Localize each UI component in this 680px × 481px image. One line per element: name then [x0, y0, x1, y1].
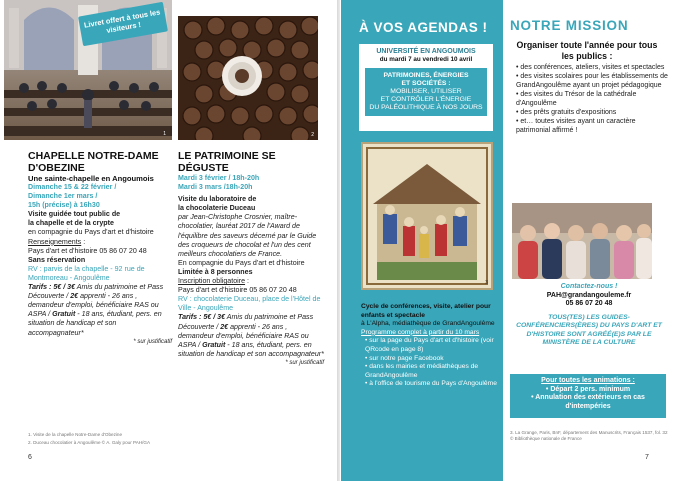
list-item: • des conférences, ateliers, visites et spectacles	[516, 64, 665, 71]
footnote-2: 2. Duceau chocolatier à Angoulême © A. Galy pour PAH/GA	[28, 440, 151, 445]
guides-note: TOUS(TES) LES GUIDES-CONFÉRENCIERS(ÈRES) DU PAYS D'ART ET D'HISTOIRE SONT AGRÉÉ(E)S PAR LE MINISTÈRE DE LA CULTURE	[516, 313, 662, 346]
heritage-insc-label: Inscription obligatoire	[178, 277, 246, 286]
university-theme-2: ET SOCIÉTÉS :	[401, 80, 451, 87]
mission-title: NOTRE MISSION	[510, 18, 629, 33]
heritage-limit: Limitée à 8 personnes	[178, 267, 253, 276]
heritage-tarifs-2e: 2€	[220, 322, 229, 331]
university-box	[359, 44, 493, 131]
heritage-tarifs-text-3: - 18 ans, étudiant, pers. en situation de handicap et son accompagnateur*	[178, 340, 324, 358]
cycle-item-text: dans les mairies et médiathèques de GrandAngoulême	[365, 363, 479, 379]
chapel-info: Renseignements :	[28, 237, 86, 246]
chapel-dates-2: Dimanche 1er mars /	[28, 192, 98, 201]
mission-item-text: des visites du Trésor de la cathédrale d'Angoulême	[516, 91, 637, 107]
chapel-event	[28, 151, 172, 347]
contact-email[interactable]: PAH@grandangouleme.fr	[546, 291, 632, 299]
manuscript-illustration	[361, 142, 493, 290]
chocolates-image	[178, 16, 318, 140]
heritage-dates-1: Mardi 3 février / 18h-20h	[178, 174, 260, 182]
chapel-subtitle: Une sainte-chapelle en Angoumois	[28, 174, 154, 183]
contact-section	[506, 283, 672, 347]
agenda-column	[341, 0, 503, 481]
agenda-title: À VOS AGENDAS !	[359, 20, 488, 35]
chapel-info-label: Renseignements	[28, 237, 82, 246]
chapel-visit-1: Visite guidée tout public de	[28, 210, 121, 219]
chocolate-photo	[178, 16, 318, 140]
heritage-tarifs-label: Tarifs : 5€ / 3€	[178, 313, 226, 322]
chapel-tarifs-text-1: Amis du patrimoine et Pass Découverte /	[28, 283, 164, 301]
chapel-tarifs-text-3: - 18 ans, étudiant, pers. en situation de handicap et son accompagnateur*	[28, 310, 162, 337]
manuscript-image	[363, 144, 491, 288]
footnote-1: 1. Visite de la chapelle Notre-Dame d'Obezine	[28, 432, 122, 437]
contact-phone: 05 86 07 20 48	[565, 300, 613, 308]
chapel-tarifs	[28, 283, 172, 338]
chapel-justif: * sur justificatif	[133, 338, 172, 345]
chapel-company: en compagnie du Pays d'art et d'histoire	[28, 228, 154, 237]
university-dates: du mardi 7 au vendredi 10 avril	[379, 56, 473, 63]
page-number-left: 6	[28, 454, 32, 461]
list-item: • des prêts gratuits d'expositions	[516, 109, 617, 116]
mission-item-text: des prêts gratuits d'expositions	[520, 109, 617, 116]
mission-column	[510, 18, 670, 135]
footnote-3: 3. La Grange, Paris, BnF, département des Manuscrits, Français 1537, fol. 32 © Bibliothèque nationale de France	[510, 430, 668, 441]
chapel-visit-2: la chapelle et de la crypte	[28, 219, 114, 228]
heritage-insc: Inscription obligatoire :	[178, 277, 249, 286]
list-item: • sur la page du Pays d'art et d'histoire (voir QRcode en page 8)	[365, 337, 494, 353]
page-number-right: 7	[645, 454, 649, 461]
list-item: • Annulation des extérieurs en cas d'intempéries	[531, 394, 645, 410]
mission-item-text: et… toutes visites ayant un caractère patrimonial affirmé !	[516, 118, 636, 134]
chapel-gratuit: Gratuit	[52, 310, 76, 319]
photo-number-3: 3	[485, 280, 488, 286]
heritage-gratuit: Gratuit	[202, 340, 226, 349]
list-item: • Départ 2 pers. minimum	[545, 385, 631, 393]
heritage-visit-1: Visite du laboratoire de	[178, 195, 257, 204]
university-theme-4: ET CONTRÔLER L'ÉNERGIE	[380, 96, 472, 103]
heritage-desc: par Jean-Christophe Crosnier, maître-chocolatier, lauréat 2017 de l'Award de l'équilibre des saveurs décerné par le Guide des croqueurs de chocolat et l'un des cent meilleurs chocolatiers de France.	[178, 213, 317, 258]
university-theme-3: MOBILISER, UTILISER	[390, 88, 462, 95]
list-item: • à l'office de tourisme du Pays d'Angoulême	[365, 380, 497, 388]
chapel-tarifs-label: Tarifs : 5€ / 3€	[28, 283, 76, 292]
contact-title: Contactez-nous !	[560, 283, 618, 290]
heritage-event	[178, 151, 324, 368]
animations-box	[510, 374, 666, 418]
university-title: UNIVERSITÉ EN ANGOUMOIS	[376, 48, 476, 55]
heritage-tarifs-text-2: apprenti - 26 ans , demandeur d'emploi, bénéficiaire RAS ou ASPA /	[178, 322, 309, 349]
animation-item-text: Départ 2 pers. minimum	[550, 385, 631, 393]
animation-item-text: Annulation des extérieurs en cas d'intempéries	[535, 394, 645, 410]
heritage-tarifs	[178, 313, 324, 358]
university-theme-5: DU PALÉOLITHIQUE À NOS JOURS	[369, 104, 483, 111]
free-booklet-badge: Livret offert à tous les visiteurs !	[78, 2, 168, 46]
cycle-title: Cycle de conférences, visite, atelier pour enfants et spectacle	[361, 303, 491, 319]
animations-title: Pour toutes les animations :	[541, 377, 635, 384]
team-photo	[512, 203, 652, 279]
chapel-dates-1: Dimanche 15 & 22 février /	[28, 183, 117, 191]
heritage-title: LE PATRIMOINE SE DÉGUSTE	[178, 150, 276, 174]
university-theme-1: PATRIMOINES, ÉNERGIES	[383, 72, 469, 79]
team-image	[512, 203, 652, 279]
cycle-section	[361, 303, 499, 389]
heritage-tarifs-text-1: Amis du patrimoine et Pass Découverte /	[178, 313, 314, 331]
list-item: • sur notre page Facebook	[365, 354, 444, 362]
cycle-link[interactable]: Programme complet à partir du 10 mars	[361, 328, 480, 336]
cycle-place: à L'Alpha, médiathèque de GrandAngoulême	[361, 320, 495, 328]
list-item: • dans les mairies et médiathèques de GrandAngoulême	[365, 363, 479, 379]
mission-item-text: des conférences, ateliers, visites et spectacles	[520, 64, 665, 71]
list-item: • des visites scolaires pour les établissements de GrandAngoulême ayant un projet pédagogique	[516, 73, 668, 89]
cycle-list	[361, 337, 499, 389]
chapel-title: CHAPELLE NOTRE-DAME D'OBEZINE	[28, 150, 159, 174]
heritage-dates-2: Mardi 3 mars /18h-20h	[178, 183, 253, 192]
heritage-company: En compagnie du Pays d'art et d'histoire	[178, 258, 305, 267]
chapel-info-text: Pays d'art et d'histoire 05 86 07 20 48	[28, 246, 147, 255]
university-theme-box	[365, 68, 487, 116]
left-page	[0, 0, 338, 481]
mission-list	[510, 63, 670, 135]
chapel-rv: RV : parvis de la chapelle - 92 rue de Montmoreau - Angoulême	[28, 264, 145, 282]
heritage-rv: RV : chocolaterie Duceau, place de l'Hôtel de Ville - Angoulême	[178, 295, 321, 313]
cycle-item-text: sur la page du Pays d'art et d'histoire (voir QRcode en page 8)	[365, 337, 494, 353]
chapel-tarifs-text-2: apprenti - 26 ans , demandeur d'emploi, bénéficiaire RAS ou ASPA /	[28, 292, 159, 319]
chapel-no-reservation: Sans réservation	[28, 255, 86, 264]
cycle-item-text: sur notre page Facebook	[369, 354, 444, 362]
chapel-tarifs-2e: 2€	[70, 292, 79, 301]
list-item: • des visites du Trésor de la cathédrale d'Angoulême	[516, 91, 637, 107]
heritage-visit-2: la chocolaterie Duceau	[178, 204, 256, 213]
cycle-item-text: à l'office de tourisme du Pays d'Angoulême	[369, 380, 497, 388]
heritage-insc-text: Pays d'art et d'histoire 05 86 07 20 48	[178, 286, 297, 295]
list-item: • et… toutes visites ayant un caractère patrimonial affirmé !	[516, 118, 636, 134]
photo-number-2: 2	[311, 132, 314, 138]
photo-number-1: 1	[163, 131, 166, 137]
chapel-dates-3: 15h (précise) à 16h30	[28, 201, 100, 210]
mission-item-text: des visites scolaires pour les établissements de GrandAngoulême ayant un projet pédagogique	[516, 73, 668, 89]
heritage-justif: * sur justificatif	[285, 359, 324, 366]
mission-lead: Organiser toute l'année pour tous les publics :	[516, 40, 658, 61]
